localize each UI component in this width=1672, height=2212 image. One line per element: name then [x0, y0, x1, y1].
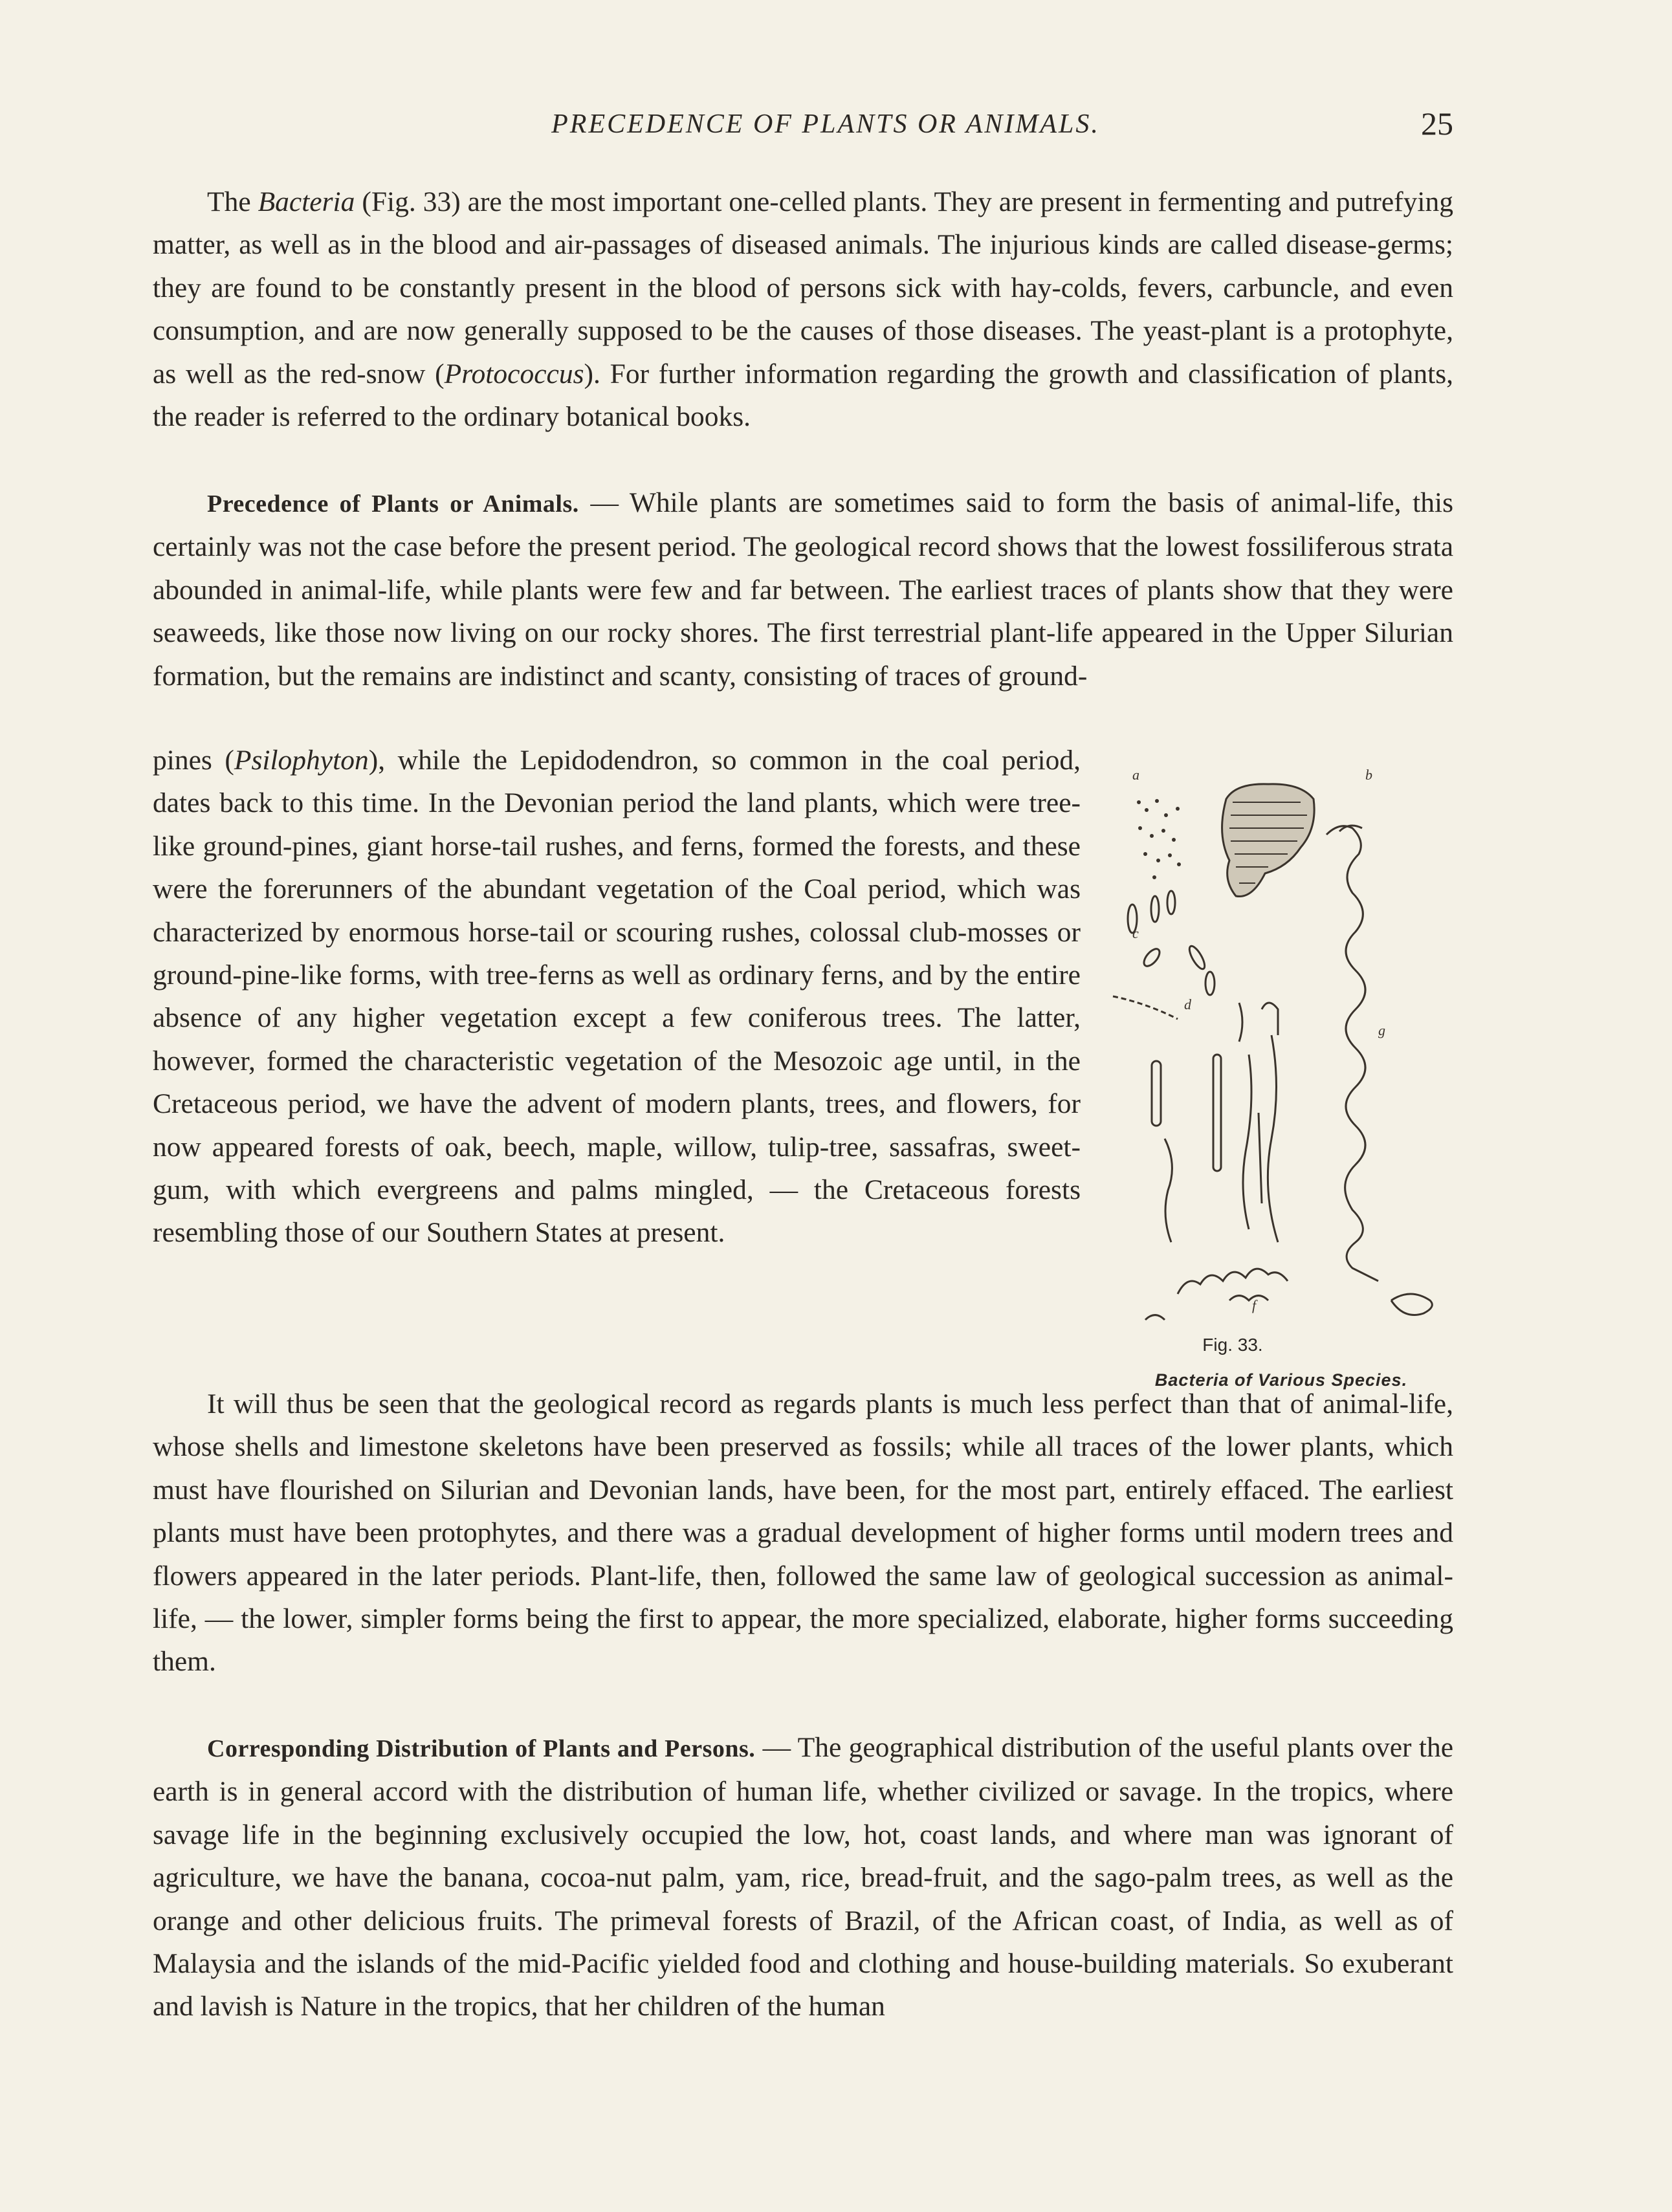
- bacteria-illustration: [1106, 763, 1469, 1333]
- paragraph-geological-record: [153, 1383, 1453, 1683]
- figure-label-d: d: [1184, 996, 1191, 1013]
- text-run: The: [207, 186, 258, 217]
- paragraph-precedence-continued: [153, 739, 1081, 1254]
- figure-number: Fig. 33.: [1202, 1335, 1263, 1355]
- italic-term: Psilophyton: [234, 745, 369, 776]
- running-title: PRECEDENCE OF PLANTS OR ANIMALS.: [551, 109, 1100, 139]
- section-heading: Corresponding Distribution of Plants and Persons.: [207, 1735, 756, 1762]
- figure-caption: Bacteria of Various Species.: [1154, 1370, 1408, 1390]
- text-run: — The geographical distribution of the useful plants over the earth is in general accord with the distribution of human life, whether civilized or savage. In the tropics, where savage life in the beginning exclusively occupied the low, hot, coast lands, and where man was ignorant of agriculture, we have the banana, cocoa-nut palm, yam, rice, bread-fruit, and the sago-palm trees, as well as the orange and other delicious fruits. The primeval forests of Brazil, of the African coast, of India, as well as of Malaysia and the islands of the mid-Pacific yielded food and clothing and house-building materials. So exuberant and lavish is Nature in the tropics, that her children of the human: [153, 1732, 1453, 2022]
- text-run: (Fig. 33) are the most important one-celled plants. They are present in fermenting and putrefying matter, as well as in the blood and air-passages of diseased animals. The injurious kinds are called disease-germs; they are found to be constantly present in the blood of persons sick with hay-colds, fevers, carbuncle, and even consumption, and are now generally supposed to be the causes of those diseases. The yeast-plant is a protophyte, as well as the red-snow (: [153, 186, 1453, 389]
- italic-term: Protococcus: [444, 358, 584, 389]
- running-head: [153, 105, 1453, 154]
- paragraph-distribution: [153, 1726, 1453, 2028]
- text-run: pines (: [153, 745, 234, 776]
- italic-term: Bacteria: [258, 186, 355, 217]
- text-run: ), while the Lepidodendron, so common in the coal period, dates back to this time. In the Devonian period the land plants, which were tree-like ground-pines, giant horse-tail rushes, and ferns, formed the forests, and these were the forerunners of the abundant vegetation of the Coal period, which was characterized by enormous horse-tail or scouring rushes, colossal club-mosses or ground-pine-like forms, with tree-ferns as well as ordinary ferns, and by the entire absence of any higher vegetation except a few coniferous trees. The latter, however, formed the characteristic vegetation of the Mesozoic age until, in the Cretaceous period, we have the advent of modern plants, trees, and flowers, for now appeared forests of oak, beech, maple, willow, tulip-tree, sassafras, sweet-gum, with which evergreens and palms mingled, — the Cretaceous forests resembling those of our Southern States at present.: [153, 745, 1081, 1249]
- figure-label-a: a: [1132, 767, 1139, 783]
- figure-label-g: g: [1378, 1022, 1385, 1038]
- figure-bacteria: [1106, 763, 1469, 1410]
- figure-label-b: b: [1365, 767, 1372, 783]
- paragraph-bacteria: [153, 181, 1453, 438]
- paragraph-precedence: [153, 481, 1453, 697]
- figure-label-f: f: [1252, 1297, 1257, 1313]
- page-number: 25: [1421, 105, 1453, 142]
- figure-label-c: c: [1132, 925, 1139, 941]
- section-heading: Precedence of Plants or Animals.: [207, 490, 579, 518]
- text-run: — While plants are sometimes said to form the basis of animal-life, this certainly was not the case before the present period. The geological record shows that the lowest fossiliferous strata abounded in animal-life, while plants were few and far between. The earliest traces of plants show that they were seaweeds, like those now living on our rocky shores. The first terrestrial plant-life appeared in the Upper Silurian formation, but the remains are indistinct and scanty, consisting of traces of ground-: [153, 487, 1454, 692]
- text-run: ). For further information regarding the growth and classification of plants, the reader is referred to the ordinary botanical books.: [153, 358, 1453, 433]
- text-run: It will thus be seen that the geological record as regards plants is much less perfect than that of animal-life, whose shells and limestone skeletons have been preserved as fossils; while all traces of the lower plants, which must have flourished on Silurian and Devonian lands, have been, for the most part, entirely effaced. The earliest plants must have been protophytes, and there was a gradual development of higher forms until modern trees and flowers appeared in the later periods. Plant-life, then, followed the same law of geological succession as animal-life, — the lower, simpler forms being the first to appear, the more specialized, elaborate, higher forms succeeding them.: [153, 1388, 1453, 1678]
